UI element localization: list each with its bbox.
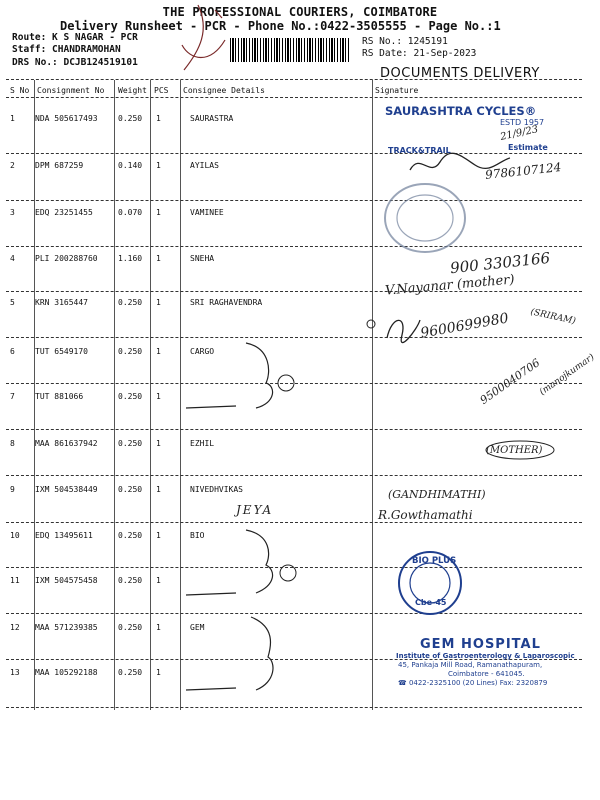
row-consignment: PLI 200288760 — [35, 254, 98, 263]
row-pcs: 1 — [156, 298, 161, 307]
row-weight: 0.250 — [118, 623, 143, 632]
row-pcs: 1 — [156, 347, 161, 356]
gem-stamp-name: GEM HOSPITAL — [420, 637, 541, 652]
brace-scribble — [176, 612, 306, 702]
row-weight: 0.250 — [118, 668, 143, 677]
row-pcs: 1 — [156, 531, 161, 540]
handwritten-name: JEYA — [236, 503, 274, 517]
rs-date: RS Date: 21-Sep-2023 — [362, 48, 477, 59]
col-divider — [114, 80, 115, 710]
row-consignment: TUT 881066 — [35, 392, 84, 401]
row-pcs: 1 — [156, 254, 161, 263]
row-consignee: GEM — [190, 623, 205, 632]
rs-number: RS No.: 1245191 — [362, 36, 448, 47]
row-sno: 1 — [10, 114, 15, 123]
handwritten-note: (MOTHER) — [486, 445, 543, 456]
row-weight: 0.070 — [118, 208, 143, 217]
row-sno: 3 — [10, 208, 15, 217]
handwritten-name: V.Nayanar (mother) — [384, 272, 516, 299]
bioplus-stamp-top: BIO PLUS — [412, 556, 457, 566]
saurashtra-stamp-estd: ESTD 1957 — [500, 118, 545, 127]
gem-stamp-line2: 45, Pankaja Mill Road, Ramanathapuram, — [398, 661, 543, 669]
row-consignment: EDQ 23251455 — [35, 208, 93, 217]
row-weight: 1.160 — [118, 254, 143, 263]
handwritten-name: (manojkumar) — [537, 352, 597, 398]
handwritten-signature — [405, 150, 515, 180]
row-weight: 0.250 — [118, 485, 143, 494]
handwritten-oval — [485, 440, 555, 460]
row-consignment: MAA 571239385 — [35, 623, 98, 632]
brace-scribble — [176, 338, 306, 418]
row-consignment: EDQ 13495611 — [35, 531, 93, 540]
row-pcs: 1 — [156, 392, 161, 401]
row-pcs: 1 — [156, 208, 161, 217]
row-consignment: DPM 687259 — [35, 161, 84, 170]
row-sno: 7 — [10, 392, 15, 401]
row-sno: 9 — [10, 485, 15, 494]
row-weight: 0.250 — [118, 347, 143, 356]
col-sno: S No — [10, 86, 30, 95]
row-consignee: SAURASTRA — [190, 114, 234, 123]
row-weight: 0.250 — [118, 576, 143, 585]
row-consignment: TUT 6549170 — [35, 347, 88, 356]
row-pcs: 1 — [156, 623, 161, 632]
row-rule — [6, 429, 582, 430]
saurashtra-stamp-name: SAURASHTRA CYCLES® — [385, 104, 537, 118]
row-consignee: EZHIL — [190, 439, 215, 448]
header-pen-mark — [170, 0, 240, 80]
row-sno: 5 — [10, 298, 15, 307]
row-pcs: 1 — [156, 668, 161, 677]
saurashtra-stamp-track: TRACK&TRAIL — [388, 146, 451, 155]
row-pcs: 1 — [156, 114, 161, 123]
col-divider — [372, 80, 373, 710]
row-consignment: NDA 505617493 — [35, 114, 98, 123]
gem-stamp-line4: ☎ 0422-2325100 (20 Lines) Fax: 2320879 — [398, 679, 548, 687]
handwritten-date: 21/9/23 — [499, 124, 540, 143]
row-sno: 6 — [10, 347, 15, 356]
page-title: THE PROFESSIONAL COURIERS, COIMBATORE — [162, 5, 438, 19]
drs-number: DRS No.: DCJB124519101 — [12, 57, 138, 68]
row-weight: 0.250 — [118, 114, 143, 123]
handwritten-signature: R.Gowthamathi — [378, 508, 473, 522]
row-consignee: VAMINEE — [190, 208, 224, 217]
row-pcs: 1 — [156, 161, 161, 170]
row-consignment: KRN 3165447 — [35, 298, 88, 307]
handwritten-phone: 9600699980 — [419, 310, 510, 342]
handwritten-signature — [362, 310, 422, 346]
row-rule — [6, 200, 582, 201]
bioplus-stamp-bottom: Cbe-45 — [415, 598, 447, 607]
col-pcs: PCS — [154, 86, 169, 95]
row-consignment: MAA 105292188 — [35, 668, 98, 677]
row-rule — [6, 707, 582, 708]
handwritten-name: (GANDHIMATHI) — [388, 488, 486, 501]
col-consignee: Consignee Details — [183, 86, 265, 95]
row-sno: 11 — [10, 576, 20, 585]
col-signature: Signature — [375, 86, 419, 95]
row-consignee: CARGO — [190, 347, 215, 356]
row-rule — [6, 475, 582, 476]
row-weight: 0.140 — [118, 161, 143, 170]
row-pcs: 1 — [156, 439, 161, 448]
row-consignee: SRI RAGHAVENDRA — [190, 298, 263, 307]
row-consignee: AYILAS — [190, 161, 219, 170]
row-sno: 4 — [10, 254, 15, 263]
row-sno: 12 — [10, 623, 20, 632]
route-label: Route: K S NAGAR - PCR — [12, 32, 138, 43]
gem-stamp-line1: Institute of Gastroenterology & Laparoscopic — [396, 652, 575, 660]
brace-scribble — [176, 525, 306, 605]
section-title: DOCUMENTS DELIVERY — [380, 66, 540, 81]
row-consignment: IXM 504538449 — [35, 485, 98, 494]
row-pcs: 1 — [156, 485, 161, 494]
row-weight: 0.250 — [118, 439, 143, 448]
handwritten-name: (SRIRAM) — [529, 307, 577, 327]
row-consignment: MAA 861637942 — [35, 439, 98, 448]
row-rule — [6, 522, 582, 523]
row-consignee: NIVEDHVIKAS — [190, 485, 243, 494]
handwritten-phone: 9786107124 — [484, 160, 562, 182]
table-top-rule — [6, 79, 582, 80]
handwritten-phone: 9500040706 — [477, 356, 543, 407]
row-rule — [6, 246, 582, 247]
handwritten-phone: 900 3303166 — [449, 248, 551, 278]
col-weight: Weight — [118, 86, 147, 95]
barcode — [230, 38, 350, 62]
row-sno: 2 — [10, 161, 15, 170]
row-consignee: BIO — [190, 531, 205, 540]
saurashtra-stamp-sub: Estimate — [508, 143, 548, 152]
gem-stamp-line3: Coimbatore - 641045. — [448, 670, 525, 678]
runsheet-subtitle: Delivery Runsheet - PCR - Phone No.:0422-3505555 - Page No.:1 — [60, 19, 501, 33]
row-sno: 10 — [10, 531, 20, 540]
row-pcs: 1 — [156, 576, 161, 585]
row-sno: 13 — [10, 668, 20, 677]
row-sno: 8 — [10, 439, 15, 448]
row-weight: 0.250 — [118, 298, 143, 307]
table-header-rule — [6, 97, 582, 98]
row-weight: 0.250 — [118, 531, 143, 540]
row-consignment: IXM 504575458 — [35, 576, 98, 585]
row-consignee: SNEHA — [190, 254, 215, 263]
col-divider — [150, 80, 151, 710]
round-seal-stamp — [380, 178, 470, 258]
row-weight: 0.250 — [118, 392, 143, 401]
staff-label: Staff: CHANDRAMOHAN — [12, 44, 121, 55]
row-rule — [6, 291, 582, 292]
col-consignment: Consignment No — [37, 86, 105, 95]
